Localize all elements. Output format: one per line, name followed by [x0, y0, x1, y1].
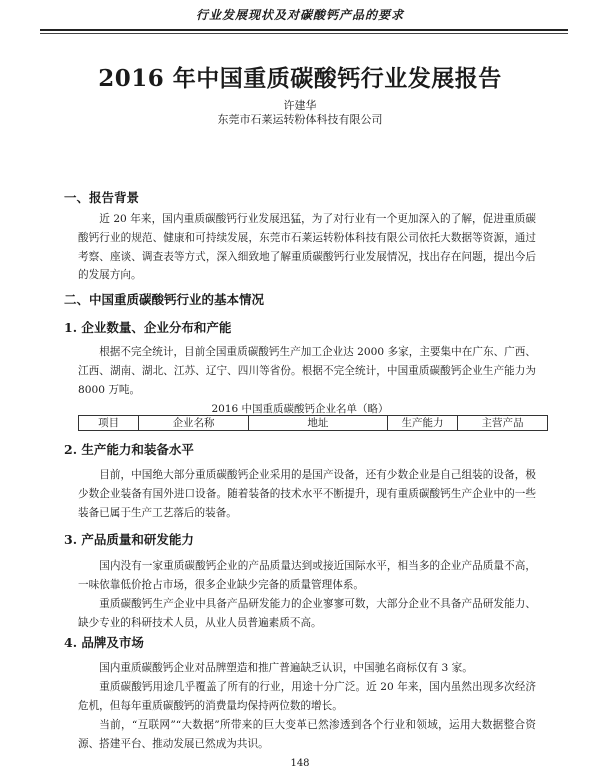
- paragraph-brand: 国内重质碳酸钙企业对品牌塑造和推广普遍缺乏认识，中国驰名商标仅有 3 家。: [99, 662, 473, 674]
- paragraph-market: 重质碳酸钙用途几乎覆盖了所有的行业，用途十分广泛。近 20 年来，国内虽然出现多次经济危机，但每年重质碳酸钙的消费量均保持两位数的增长。: [78, 681, 536, 712]
- header-rule: [40, 29, 568, 31]
- table-header-item: 项目: [79, 416, 139, 431]
- page-number: 148: [290, 758, 310, 769]
- paragraph-quality: 国内没有一家重质碳酸钙企业的产品质量达到或接近国际水平，相当多的企业产品质量不高，一味依靠低价抢占市场，很多企业缺少完备的质量管理体系。: [78, 560, 536, 591]
- table-header-products: 主营产品: [458, 416, 548, 431]
- table-header-capacity: 生产能力: [387, 416, 457, 431]
- header-rule-thin: [40, 33, 568, 34]
- running-header: 行业发展现状及对碳酸钙产品的要求: [195, 8, 404, 22]
- affiliation: 东莞市石莱运转粉体科技有限公司: [217, 113, 383, 126]
- paragraph-capacity: 目前，中国绝大部分重质碳酸钙企业采用的是国产设备，还有少数企业是自己组装的设备，极少数企业装备有国外进口设备。随着装备的技术水平不断提升，现有重质碳酸钙生产企业中的一些装备已属于生产工艺落后的装备。: [78, 469, 536, 519]
- paragraph-rd: 重质碳酸钙生产企业中具备产品研发能力的企业寥寥可数，大部分企业不具备产品研发能力、缺少专业的科研技术人员，从业人员普遍素质不高。: [78, 598, 536, 629]
- paragraph-internet: 当前，“互联网”“大数据”所带来的巨大变革已然渗透到各个行业和领域，运用大数据整合资源、搭建平台、推动发展已然成为共识。: [78, 719, 536, 750]
- section-heading-background: 一、报告背景: [64, 190, 140, 205]
- section-heading-basic-situation: 二、中国重质碳酸钙行业的基本情况: [64, 292, 265, 307]
- table-header-address: 地址: [248, 416, 387, 431]
- paragraph-background: 近 20 年来，国内重质碳酸钙行业发展迅猛，为了对行业有一个更加深入的了解，促进重质碳酸钙行业的规范、健康和可持续发展，东莞市石莱运转粉体科技有限公司依托大数据等资源，通过考察、座谈、调查表等方式，深入细致地了解重质碳酸钙行业发展情况，找出存在问题，提出今后的发展方向。: [78, 213, 536, 282]
- subsection-heading-capacity: 2. 生产能力和装备水平: [64, 442, 194, 457]
- author: 许建华: [283, 99, 317, 112]
- document-title: 2016 年中国重质碳酸钙行业发展报告: [98, 65, 502, 92]
- subsection-heading-quality: 3. 产品质量和研发能力: [64, 532, 194, 547]
- subsection-heading-brand: 4. 品牌及市场: [64, 635, 144, 650]
- table-header-row: [79, 416, 548, 431]
- paragraph-enterprises: 根据不完全统计，目前全国重质碳酸钙生产加工企业达 2000 多家，主要集中在广东、广西、江西、湖南、湖北、江苏、辽宁、四川等省份。根据不完全统计，中国重质碳酸钙企业生产能力为 8000 万吨。: [78, 346, 536, 396]
- subsection-heading-enterprises: 1. 企业数量、企业分布和产能: [64, 320, 232, 335]
- table-caption: 2016 中国重质碳酸钙企业名单（略）: [211, 403, 389, 415]
- table-header-name: 企业名称: [139, 416, 249, 431]
- enterprise-table: [78, 415, 548, 431]
